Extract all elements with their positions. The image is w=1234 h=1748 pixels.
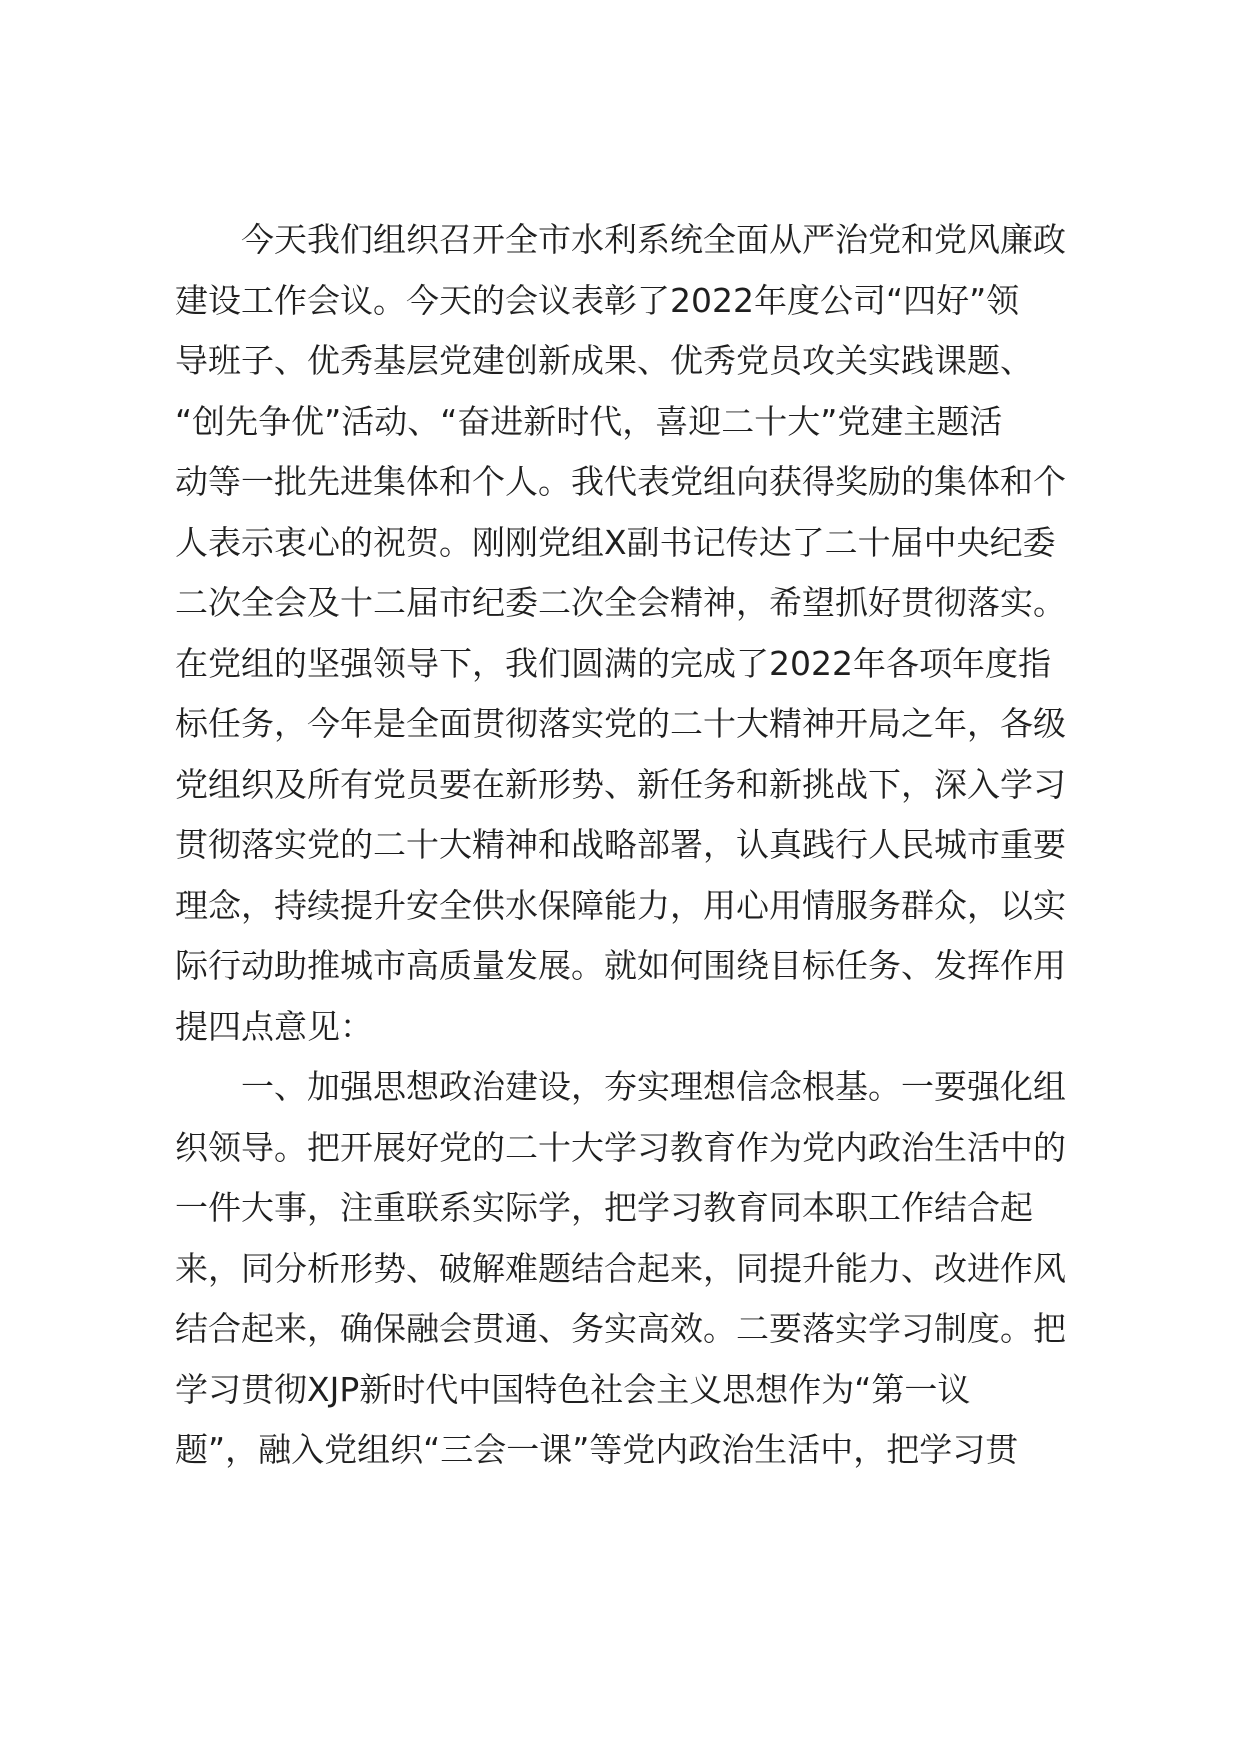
text-line: 题”，融入党组织“三会一课”等党内政治生活中，把学习贯 <box>175 1430 1019 1469</box>
text-line: 织领导。把开展好党的二十大学习教育作为党内政治生活中的 <box>175 1127 1066 1167</box>
text-line: 学习贯彻XJP新时代中国特色社会主义思想作为“第一议 <box>175 1369 971 1409</box>
text-line: 际行动助推城市高质量发展。就如何围绕目标任务、发挥作用 <box>175 946 1066 985</box>
text-line: 动等一批先进集体和个人。我代表党组向获得奖励的集体和个 <box>175 462 1066 501</box>
text-line: 来，同分析形势、破解难题结合起来，同提升能力、改进作风 <box>175 1248 1066 1288</box>
text-line: 导班子、优秀基层党建创新成果、优秀党员攻关实践课题、 <box>175 341 1033 380</box>
document-body <box>175 210 1095 1481</box>
text-line: 贯彻落实党的二十大精神和战略部署，认真践行人民城市重要 <box>175 825 1066 864</box>
text-line: 今天我们组织召开全市水利系统全面从严治党和党风廉政 <box>241 220 1066 259</box>
text-line: 结合起来，确保融会贯通、务实高效。二要落实学习制度。把 <box>175 1309 1066 1348</box>
text-line: 标任务，今年是全面贯彻落实党的二十大精神开局之年，各级 <box>175 704 1066 743</box>
text-line: 一件大事，注重联系实际学，把学习教育同本职工作结合起 <box>175 1188 1033 1227</box>
text-line: 提四点意见： <box>175 1006 373 1046</box>
text-line: 党组织及所有党员要在新形势、新任务和新挑战下，深入学习 <box>175 764 1066 804</box>
text-line: 人表示衷心的祝贺。刚刚党组X副书记传达了二十届中央纪委 <box>175 522 1056 562</box>
text-line: “创先争优”活动、“奋进新时代，喜迎二十大”党建主题活 <box>175 401 1003 441</box>
text-line: 建设工作会议。今天的会议表彰了2022年度公司“四好”领 <box>175 280 1020 320</box>
text-line: 在党组的坚强领导下，我们圆满的完成了2022年各项年度指 <box>175 643 1051 683</box>
text-line: 理念，持续提升安全供水保障能力，用心用情服务群众，以实 <box>175 885 1066 925</box>
text-line: 一、加强思想政治建设，夯实理想信念根基。一要强化组 <box>241 1067 1066 1106</box>
text-line: 二次全会及十二届市纪委二次全会精神，希望抓好贯彻落实。 <box>175 583 1066 622</box>
